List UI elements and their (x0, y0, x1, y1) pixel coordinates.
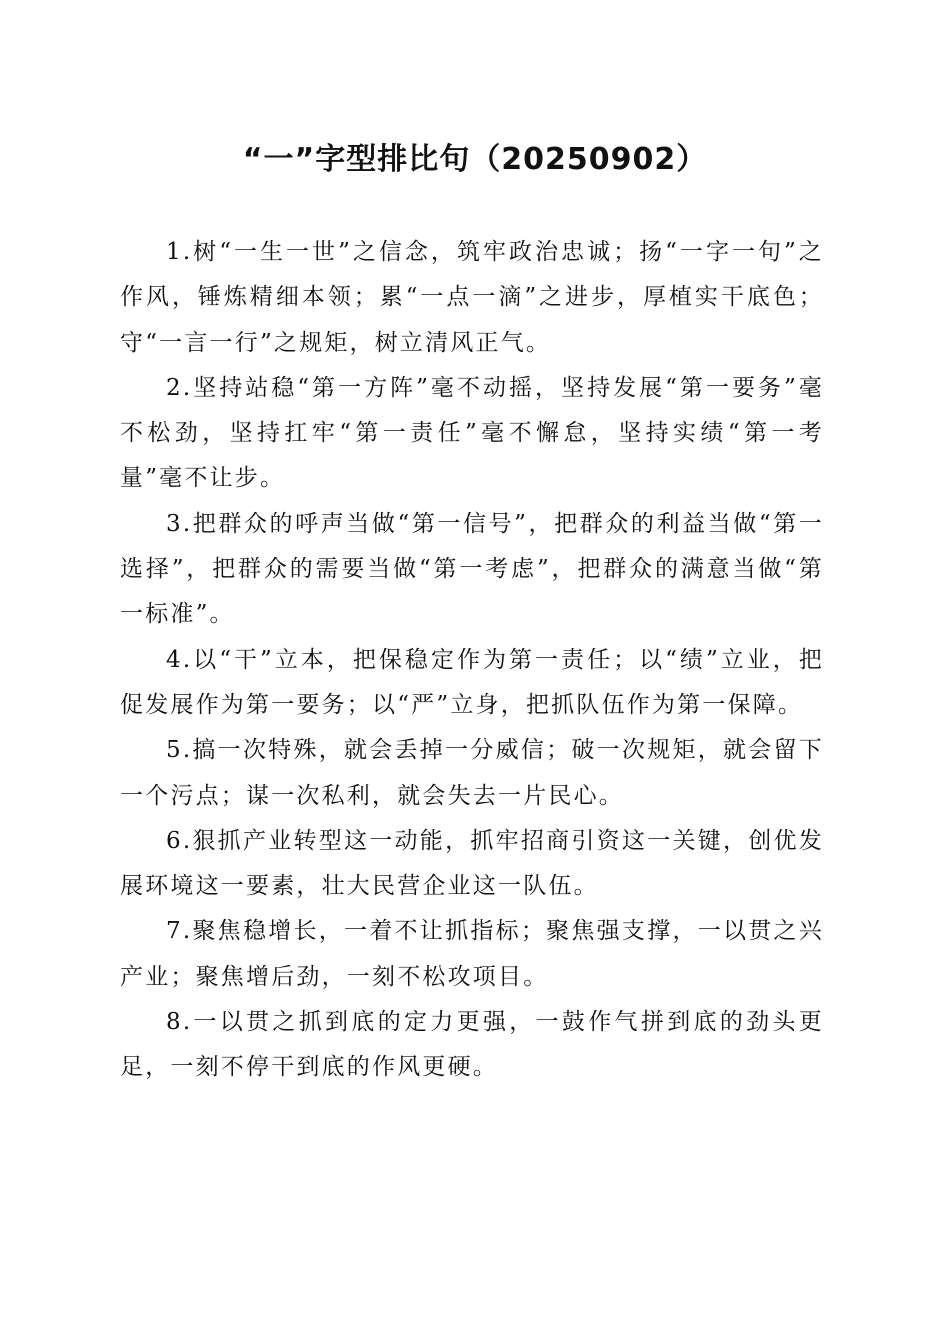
paragraph-6: 6.狠抓产业转型这一动能，抓牢招商引资这一关键，创优发展环境这一要素，壮大民营企业这一队伍。 (120, 827, 824, 900)
document-title: “一”字型排比句（20250902） (242, 142, 708, 177)
paragraph-2: 2.坚持站稳“第一方阵”毫不动摇，坚持发展“第一要务”毫不松劲，坚持扛牢“第一责任”毫不懈怠，坚持实绩“第一考量”毫不让步。 (120, 374, 824, 492)
document-body (120, 230, 824, 1091)
paragraph-4: 4.以“干”立本，把保稳定作为第一责任；以“绩”立业，把促发展作为第一要务；以“严”立身，把抓队伍作为第一保障。 (120, 646, 824, 718)
paragraph-8: 8.一以贯之抓到底的定力更强，一鼓作气拼到底的劲头更足，一刻不停干到底的作风更硬。 (120, 1009, 824, 1081)
paragraph-1: 1.树“一生一世”之信念，筑牢政治忠诚；扬“一字一句”之作风，锤炼精细本领；累“一点一滴”之进步，厚植实干底色；守“一言一行”之规矩，树立清风正气。 (120, 239, 824, 356)
paragraph-3: 3.把群众的呼声当做“第一信号”，把群众的利益当做“第一选择”，把群众的需要当做“第一考虑”，把群众的满意当做“第一标准”。 (120, 510, 824, 628)
paragraph-7: 7.聚焦稳增长，一着不让抓指标；聚焦强支撑，一以贯之兴产业；聚焦增后劲，一刻不松攻项目。 (120, 918, 824, 990)
paragraph-5: 5.搞一次特殊，就会丢掉一分威信；破一次规矩，就会留下一个污点；谋一次私利，就会失去一片民心。 (120, 737, 824, 809)
